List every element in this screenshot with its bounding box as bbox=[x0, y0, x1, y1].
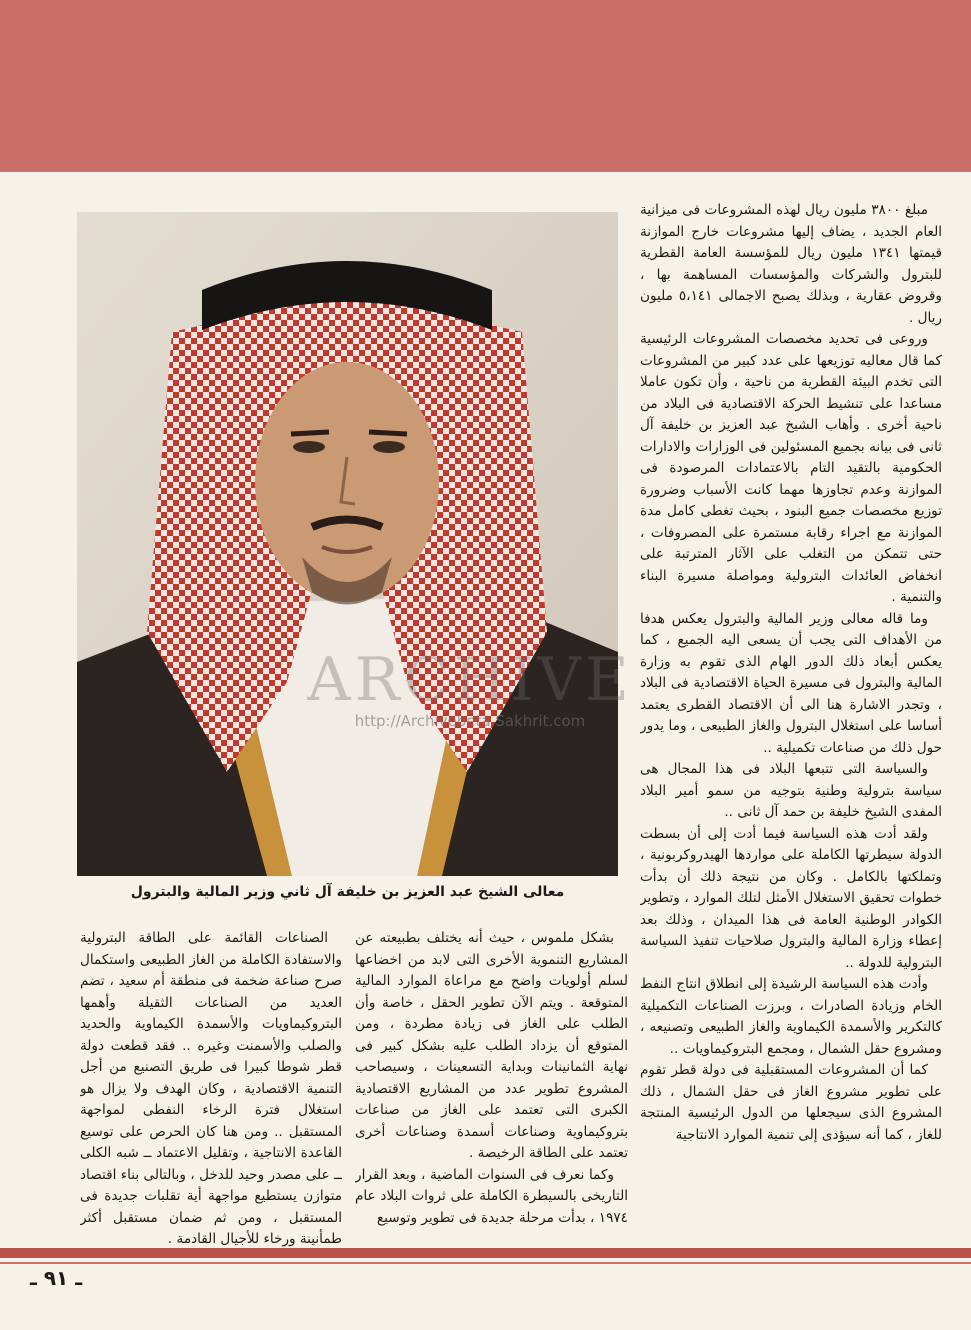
article-column-middle bbox=[355, 928, 628, 1265]
paragraph: كما أن المشروعات المستقبلية فى دولة قطر تقوم على تطوير مشروع الغاز فى حقل الشمال ، ذلك المشروع الذى سيجعلها من الدول الرئيسية المنتجة للغاز ، كما أنه سيؤدى إلى تنمية الموارد الانتاجية bbox=[640, 1062, 942, 1143]
paragraph: وروعى فى تحديد مخصصات المشروعات الرئيسية كما قال معاليه توزيعها على عدد كبير من المشروعات التى تخدم البيئة القطرية من ناحية ، وأن تكون عاملا مساعدا على تنشيط الحركة الاقتصادية فى البلاد من ناحية أخرى . وأهاب الشيخ عبد العزيز بن خليفة آل ثانى فى بيانه بجميع المسئولين فى الوزارات والادارات الحكومية بالتقيد التام بالاعتمادات المرصودة فى الموازنة وعدم تجاوزها مهما كانت الأسباب وضرورة توزيع مخصصات جميع البنود ، بحيث تغطى كامل مدة الموازنة مع اجراء رقابة مستمرة على المصروفات ، حتى تتمكن من التغلب على الآثار المترتبة على انخفاض العائدات البترولية ومواصلة مسيرة البناء والتنمية . bbox=[640, 331, 942, 605]
paragraph: الصناعات القائمة على الطاقة البترولية والاستفادة الكاملة من الغاز الطبيعى واستكمال صرح صناعة ضخمة فى منطقة أم سعيد ، تضم العديد من الصناعات الثقيلة وأهمها البتروكيماويات والأسمدة الكيماوية والحديد والصلب والأسمنت وغيره .. فقد قطعت دولة قطر شوطا كبيرا فى طريق التصنيع من أجل التنمية الاقتصادية ، وكان الهدف ولا يزال هو استغلال فترة الرخاء النفطى لمواجهة المستقبل .. ومن هنا كان الحرص على توسيع القاعدة الانتاجية ، وتقليل الاعتماد ــ شبه الكلى ــ على مصدر وحيد للدخل ، وبالتالى بناء اقتصاد متوازن يستطيع مواجهة أية تقلبات جديدة فى المستقبل ، ومن ثم ضمان مستقبل أكثر طمأنينة ورخاء للأجيال القادمة . bbox=[80, 930, 342, 1247]
portrait-photo bbox=[77, 212, 618, 876]
header-color-band bbox=[0, 0, 971, 172]
watermark-url: http://Archivebeta.Sakhrit.com bbox=[354, 712, 586, 730]
paragraph: وأدت هذه السياسة الرشيدة إلى انطلاق انتاج النفط الخام وزيادة الصادرات ، وبرزت الصناعات التكميلية كالتكرير والأسمدة الكيماوية والغاز الطبيعى وتصنيعه ، ومشروع حقل الشمال ، ومجمع البتروكيماويات .. bbox=[640, 976, 942, 1057]
photo-caption: معالى الشيخ عبد العزيز بن خليفة آل ثاني وزير المالية والبترول bbox=[130, 884, 565, 900]
paragraph: وكما نعرف فى السنوات الماضية ، وبعد القرار التاريخى بالسيطرة الكاملة على ثروات البلاد عام ١٩٧٤ ، بدأت مرحلة جديدة فى تطوير وتوسيع bbox=[355, 1166, 628, 1226]
paragraph: مبلغ ٣٨٠٠ مليون ريال لهذه المشروعات فى ميزانية العام الجديد ، يضاف إليها مشروعات خارج الموازنة قيمتها ١٣٤١ مليون ريال للمؤسسة العامة القطرية للبترول والشركات والمؤسسات المساهمة بها ، وقروض عقارية ، وبذلك يصبح الاجمالى ٥،١٤١ مليون ريال . bbox=[640, 202, 942, 326]
footer-rule bbox=[0, 1248, 971, 1258]
article-column-right bbox=[640, 200, 942, 1265]
paragraph: وما قاله معالى وزير المالية والبترول يعكس هدفا من الأهداف التى يجب أن يسعى اليه الجميع ، كما يعكس أبعاد ذلك الدور الهام الذى تقوم به وزارة المالية والبترول فى مسيرة الحياة الاقتصادية فى البلاد ، وتجدر الاشارة هنا الى أن الاقتصاد القطرى يعتمد أساسا على استغلال البترول والغاز الطبيعى ، وما يدور حول ذلك من صناعات تكميلية .. bbox=[640, 610, 942, 756]
paragraph: والسياسة التى تتبعها البلاد فى هذا المجال هى سياسة بترولية وطنية بتوجيه من سمو أمير البلاد المفدى الشيخ خليفة بن حمد آل ثانى .. bbox=[640, 761, 942, 820]
portrait-illustration bbox=[77, 212, 618, 876]
page-number: ـ ٩١ ـ bbox=[30, 1266, 83, 1290]
paragraph: بشكل ملموس ، حيث أنه يختلف بطبيعته عن المشاريع التنموية الأخرى التى لابد من اخضاعها لسلم أولويات واضح مع مراعاة الموارد المالية المتوقعة . ويتم الآن تطوير الحقل ، خاصة وأن الطلب على الغاز فى زيادة مطردة ، ومن المتوقع أن يزداد الطلب عليه بشكل كبير فى نهاية الثمانينات وبداية التسعينات ، وسيصاحب المشروع تطوير عدد من المشاريع الاقتصادية الكبرى التى تعتمد على الغاز من صناعات بتروكيماوية وصناعات أسمدة وصناعات أخرى تعتمد على الطاقة الرخيصة . bbox=[355, 930, 628, 1161]
article-column-left bbox=[80, 928, 342, 1265]
watermark-title: ARCHIVE bbox=[307, 645, 633, 715]
paragraph: ولقد أدت هذه السياسة فيما أدت إلى أن بسطت الدولة سيطرتها الكاملة على مواردها الهيدروكربونية ، وتملكتها بالكامل . وكان من نتيجة ذلك أن بدأت خطوات تحقيق الاستغلال الأمثل لتلك الموارد ، وتطوير الكوادر الوطنية العامة فى هذا الميدان ، وذلك بعد إعطاء وزارة المالية والبترول صلاحيات تنفيذ السياسة البترولية للدولة .. bbox=[640, 825, 942, 971]
footer-rule-thin bbox=[0, 1262, 971, 1264]
